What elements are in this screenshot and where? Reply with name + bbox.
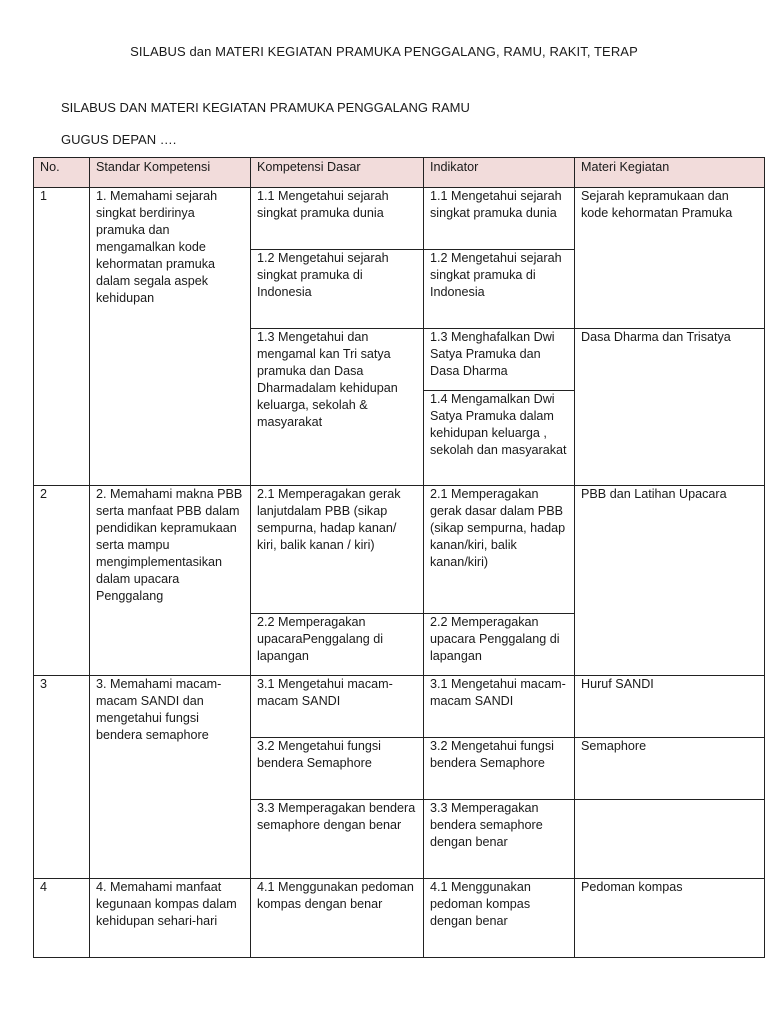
- row-number: 3: [34, 676, 90, 879]
- kompetensi-dasar-cell: 1.3 Mengetahui dan mengamal kan Tri satya pramuka dan Dasa Dharmadalam kehidupan keluarga, sekolah & masyarakat: [251, 329, 424, 486]
- kompetensi-dasar-cell: 3.2 Mengetahui fungsi bendera Semaphore: [251, 738, 424, 800]
- indikator-cell: 3.1 Mengetahui macam-macam SANDI: [424, 676, 575, 738]
- document-title: SILABUS dan MATERI KEGIATAN PRAMUKA PENGGALANG, RAMU, RAKIT, TERAP: [130, 44, 638, 59]
- standar-kompetensi-cell: 1. Memahami sejarah singkat berdirinya pramuka dan mengamalkan kode kehormatan pramuka dalam segala aspek kehidupan: [90, 188, 251, 486]
- standar-kompetensi-cell: 2. Memahami makna PBB serta manfaat PBB dalam pendidikan kepramukaan serta mampu mengimplementasikan dalam upacara Penggalang: [90, 486, 251, 676]
- standar-kompetensi-cell: 3. Memahami macam-macam SANDI dan mengetahui fungsi bendera semaphore: [90, 676, 251, 879]
- table-row: [34, 879, 765, 958]
- standar-kompetensi-cell: 4. Memahami manfaat kegunaan kompas dalam kehidupan sehari-hari: [90, 879, 251, 958]
- materi-kegiatan-cell: Dasa Dharma dan Trisatya: [575, 329, 765, 486]
- column-header-standar-kompetensi: Standar Kompetensi: [90, 158, 251, 188]
- materi-kegiatan-cell: Pedoman kompas: [575, 879, 765, 958]
- kompetensi-dasar-cell: 2.2 Memperagakan upacaraPenggalang di lapangan: [251, 614, 424, 676]
- indikator-cell: 3.2 Mengetahui fungsi bendera Semaphore: [424, 738, 575, 800]
- row-number: 2: [34, 486, 90, 676]
- materi-kegiatan-cell: Sejarah kepramukaan dan kode kehormatan Pramuka: [575, 188, 765, 329]
- indikator-cell: 2.2 Memperagakan upacara Penggalang di lapangan: [424, 614, 575, 676]
- kompetensi-dasar-cell: 3.1 Mengetahui macam-macam SANDI: [251, 676, 424, 738]
- table-row: [34, 676, 765, 738]
- table-row: [34, 188, 765, 250]
- kompetensi-dasar-cell: 1.1 Mengetahui sejarah singkat pramuka dunia: [251, 188, 424, 250]
- indikator-cell: 1.3 Menghafalkan Dwi Satya Pramuka dan Dasa Dharma: [424, 329, 575, 391]
- document-subtitle: SILABUS DAN MATERI KEGIATAN PRAMUKA PENGGALANG RAMU: [61, 100, 470, 115]
- gugus-depan-label: GUGUS DEPAN ….: [61, 132, 177, 147]
- column-header-kompetensi-dasar: Kompetensi Dasar: [251, 158, 424, 188]
- indikator-cell: 1.4 Mengamalkan Dwi Satya Pramuka dalam kehidupan keluarga , sekolah dan masyarakat: [424, 391, 575, 486]
- indikator-cell: 3.3 Memperagakan bendera semaphore dengan benar: [424, 800, 575, 879]
- column-header-materi-kegiatan: Materi Kegiatan: [575, 158, 765, 188]
- row-number: 4: [34, 879, 90, 958]
- kompetensi-dasar-cell: 2.1 Memperagakan gerak lanjutdalam PBB (sikap sempurna, hadap kanan/ kiri, balik kanan / kiri): [251, 486, 424, 614]
- kompetensi-dasar-cell: 4.1 Menggunakan pedoman kompas dengan benar: [251, 879, 424, 958]
- materi-kegiatan-cell: Semaphore: [575, 738, 765, 800]
- kompetensi-dasar-cell: 1.2 Mengetahui sejarah singkat pramuka di Indonesia: [251, 250, 424, 329]
- materi-kegiatan-cell: Huruf SANDI: [575, 676, 765, 738]
- indikator-cell: 1.2 Mengetahui sejarah singkat pramuka di Indonesia: [424, 250, 575, 329]
- table-header-row: [34, 158, 765, 188]
- syllabus-table: [33, 157, 765, 958]
- column-header-no: No.: [34, 158, 90, 188]
- indikator-cell: 1.1 Mengetahui sejarah singkat pramuka dunia: [424, 188, 575, 250]
- materi-kegiatan-cell: [575, 800, 765, 879]
- kompetensi-dasar-cell: 3.3 Memperagakan bendera semaphore dengan benar: [251, 800, 424, 879]
- indikator-cell: 4.1 Menggunakan pedoman kompas dengan benar: [424, 879, 575, 958]
- materi-kegiatan-cell: PBB dan Latihan Upacara: [575, 486, 765, 676]
- column-header-indikator: Indikator: [424, 158, 575, 188]
- table-row: [34, 486, 765, 614]
- indikator-cell: 2.1 Memperagakan gerak dasar dalam PBB (sikap sempurna, hadap kanan/kiri, balik kanan/kiri): [424, 486, 575, 614]
- row-number: 1: [34, 188, 90, 486]
